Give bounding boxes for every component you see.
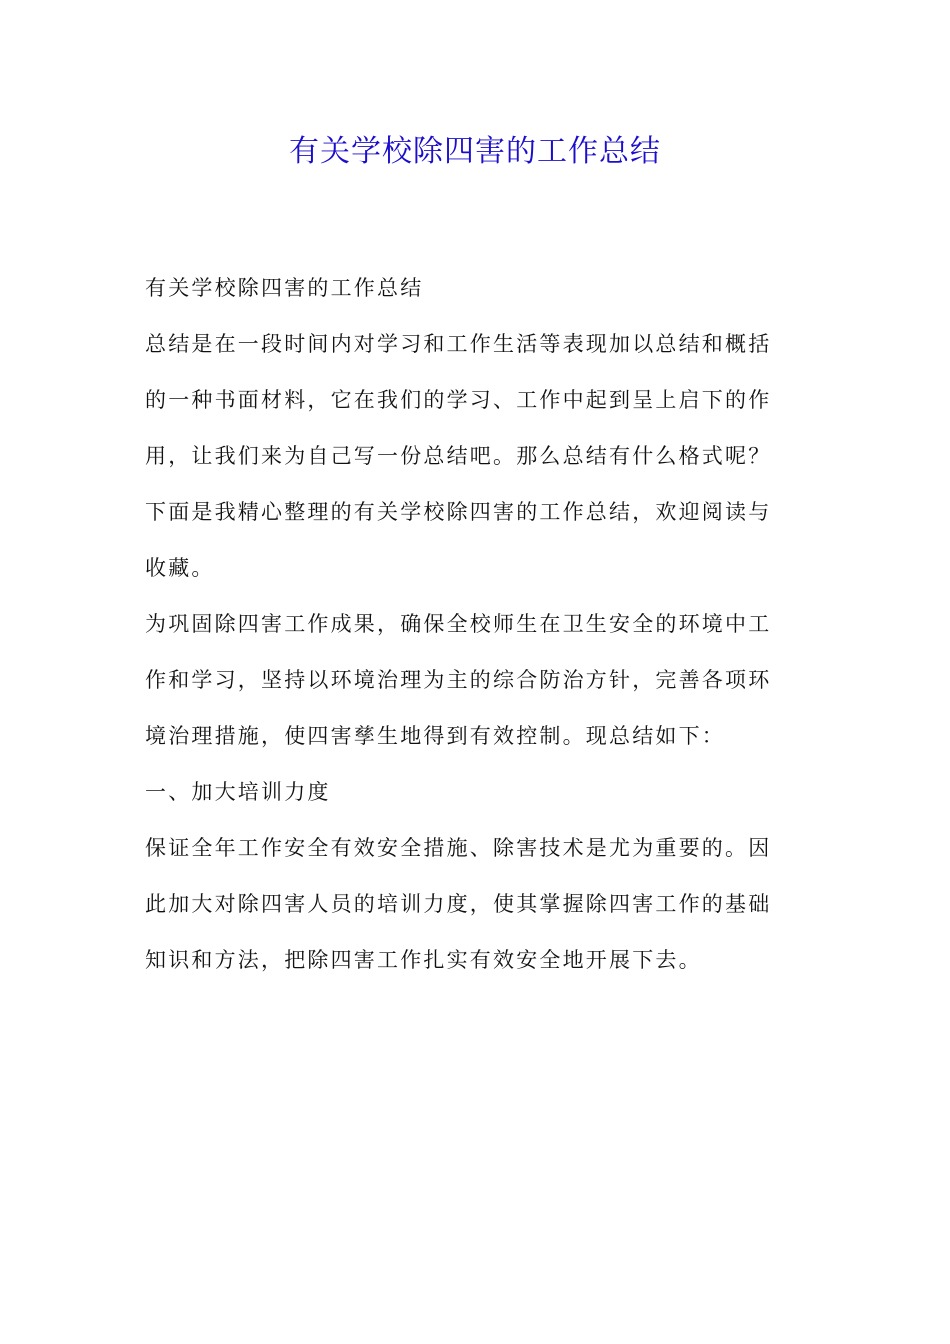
- text-line: 收藏。: [145, 556, 215, 580]
- paragraph-heading-repeat: [145, 260, 805, 316]
- text-line: 的一种书面材料，它在我们的学习、工作中起到呈上启下的作: [145, 388, 772, 412]
- text-line: 下面是我精心整理的有关学校除四害的工作总结，欢迎阅读与: [145, 500, 772, 524]
- text-line: 有关学校除四害的工作总结: [145, 276, 424, 300]
- section-heading-training: [145, 764, 805, 820]
- text-line: 为巩固除四害工作成果，确保全校师生在卫生安全的环境中工: [145, 612, 772, 636]
- paragraph-training: [145, 820, 805, 988]
- text-line: 知识和方法，把除四害工作扎实有效安全地开展下去。: [145, 948, 702, 972]
- text-line: 境治理措施，使四害孳生地得到有效控制。现总结如下：: [145, 724, 725, 748]
- paragraph-intro: [145, 316, 805, 596]
- document-title: 有关学校除四害的工作总结: [289, 134, 661, 169]
- text-line: 保证全年工作安全有效安全措施、除害技术是尤为重要的。因: [145, 836, 772, 860]
- text-line: 作和学习，坚持以环境治理为主的综合防治方针，完善各项环: [145, 668, 772, 692]
- text-line: 总结是在一段时间内对学习和工作生活等表现加以总结和概括: [145, 332, 772, 356]
- text-line: 此加大对除四害人员的培训力度，使其掌握除四害工作的基础: [145, 892, 772, 916]
- document-body: [145, 260, 805, 988]
- text-line: 一、加大培训力度: [145, 780, 331, 804]
- paragraph-summary: [145, 596, 805, 764]
- text-line: 用，让我们来为自己写一份总结吧。那么总结有什么格式呢？: [145, 444, 772, 468]
